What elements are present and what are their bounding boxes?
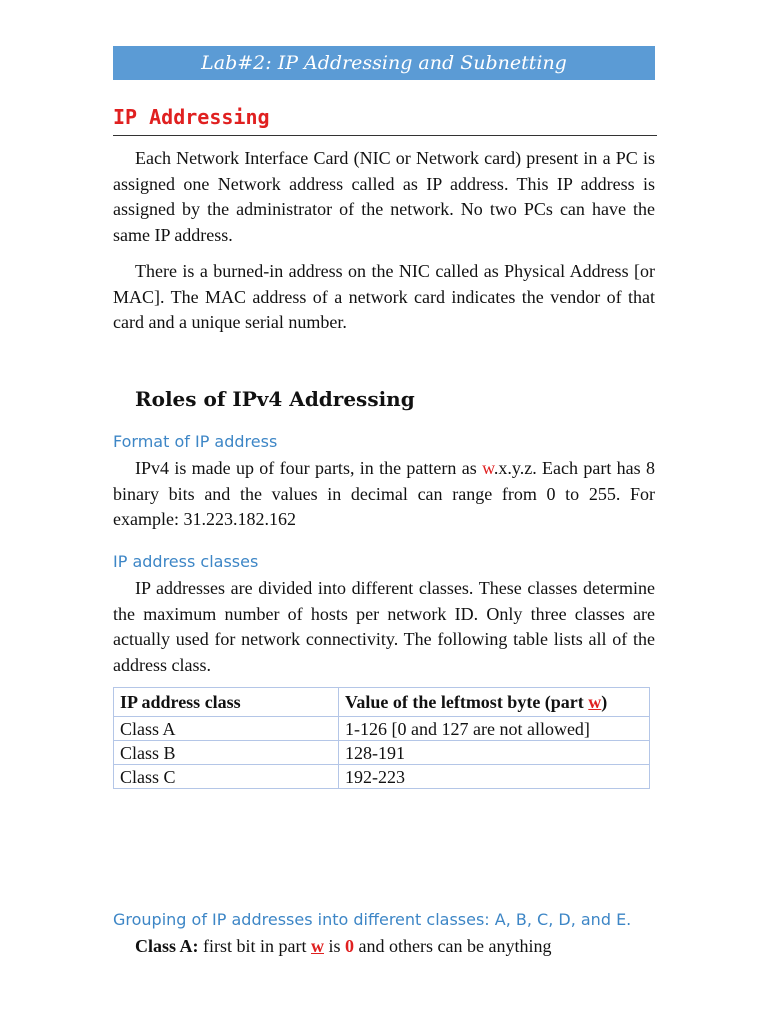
format-highlight-w: w xyxy=(482,458,494,478)
table-header-value-text: Value of the leftmost byte (part xyxy=(345,692,589,712)
heading-format: Format of IP address xyxy=(113,432,278,451)
table-header-row xyxy=(114,688,650,717)
table-header-highlight-w: w xyxy=(588,692,602,712)
paragraph-mac: There is a burned-in address on the NIC called as Physical Address [or MAC]. The MAC address of a network card indicates the vendor of that card and a unique serial number. xyxy=(113,261,655,332)
table-cell-value: 128-191 xyxy=(339,741,650,765)
paragraph-nic: Each Network Interface Card (NIC or Network card) present in a PC is assigned one Network address called as IP address. This IP address is assigned by the administrator of the network. No two PCs can have the same IP address. xyxy=(113,148,655,245)
table-cell-value: 1-126 [0 and 127 are not allowed] xyxy=(339,717,650,741)
paragraph-format xyxy=(113,456,655,533)
table-header-class: IP address class xyxy=(114,688,339,717)
paragraph-classes: IP addresses are divided into different classes. These classes determine the maximum number of hosts per network ID. Only three classes are actually used for network connectivity. The following table lists all of the address class. xyxy=(113,578,655,675)
table-cell-class: Class C xyxy=(114,765,339,789)
heading-divider xyxy=(113,135,657,136)
class-a-text-2: is xyxy=(324,936,346,956)
table-cell-class: Class B xyxy=(114,741,339,765)
class-a-label: Class A: xyxy=(135,936,199,956)
class-a-text-3: and others can be anything xyxy=(354,936,552,956)
subsection-heading-roles: Roles of IPv4 Addressing xyxy=(135,387,415,411)
table-cell-value: 192-223 xyxy=(339,765,650,789)
format-text-before: IPv4 is made up of four parts, in the pattern as xyxy=(135,458,483,478)
table-header-value-close: ) xyxy=(601,692,608,712)
ip-class-table xyxy=(113,687,650,789)
section-heading-ip-addressing: IP Addressing xyxy=(113,105,270,129)
table-row xyxy=(114,717,650,741)
class-a-highlight-w: w xyxy=(311,936,324,956)
heading-grouping: Grouping of IP addresses into different classes: A, B, C, D, and E. xyxy=(113,910,632,929)
table-header-value xyxy=(339,688,650,717)
lab-title-banner xyxy=(113,46,655,80)
class-a-highlight-0: 0 xyxy=(345,936,355,956)
table-row xyxy=(114,765,650,789)
table-row xyxy=(114,741,650,765)
heading-classes: IP address classes xyxy=(113,552,259,571)
lab-title: Lab#2: IP Addressing and Subnetting xyxy=(201,52,567,74)
paragraph-class-a xyxy=(135,934,551,958)
class-a-text-1: first bit in part xyxy=(198,936,311,956)
table-cell-class: Class A xyxy=(114,717,339,741)
format-text-after: .x.y.z. Each part has 8 binary bits and the values in decimal can range from 0 to 255. For example: 31.223.182.162 xyxy=(113,458,655,529)
